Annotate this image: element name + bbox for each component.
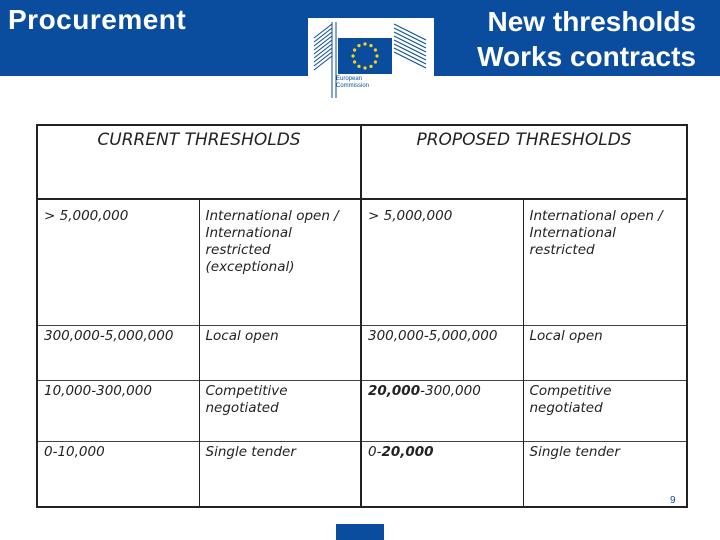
slide-title-line-2: Works contracts: [477, 41, 696, 72]
thresholds-table: [36, 124, 688, 508]
proposed-value-prefix: 0-: [368, 444, 382, 460]
proposed-value-bold: 20,000: [368, 383, 421, 399]
proposed-procedure-cell: International open / International restricted: [523, 199, 687, 326]
table-row: [37, 326, 687, 381]
current-value-cell: > 5,000,000: [44, 208, 129, 224]
logo-line-2: Commission: [336, 83, 370, 89]
current-procedure-cell: Single tender: [199, 442, 361, 508]
slide-title: [416, 4, 696, 74]
table-row: [37, 442, 687, 508]
proposed-value-rest: -300,000: [420, 383, 481, 399]
berlaymont-building-icon: [308, 18, 434, 100]
header-proposed-thresholds: PROPOSED THRESHOLDS: [361, 125, 687, 199]
proposed-procedure-cell: Single tender: [523, 442, 687, 508]
page-number: 9: [670, 495, 676, 506]
table-header-row: [37, 125, 687, 199]
current-value-cell: 0-10,000: [44, 444, 105, 460]
current-procedure-cell: Local open: [199, 326, 361, 381]
proposed-value-cell: > 5,000,000: [361, 199, 523, 326]
european-commission-logo: [308, 18, 434, 100]
current-procedure-cell: International open / International restricted (exceptional): [199, 199, 361, 326]
proposed-value-cell: 300,000-5,000,000: [361, 326, 523, 381]
slide-title-line-1: New thresholds: [487, 6, 696, 37]
proposed-procedure-cell: Competitive negotiated: [523, 381, 687, 442]
table-row: [37, 381, 687, 442]
table-row: [37, 199, 687, 326]
current-value-cell: 300,000-5,000,000: [44, 328, 174, 344]
proposed-value-cell: [361, 381, 523, 442]
current-procedure-cell: Competitive negotiated: [199, 381, 361, 442]
footer-bar: [336, 524, 384, 540]
section-title: Procurement: [8, 4, 187, 35]
current-value-cell: 10,000-300,000: [44, 383, 152, 399]
header-current-thresholds: CURRENT THRESHOLDS: [37, 125, 361, 199]
proposed-value-cell: [361, 442, 523, 508]
proposed-procedure-cell: Local open: [523, 326, 687, 381]
proposed-value-bold: 20,000: [381, 444, 434, 460]
logo-line-1: European: [336, 76, 363, 82]
logo-text: [336, 76, 369, 90]
